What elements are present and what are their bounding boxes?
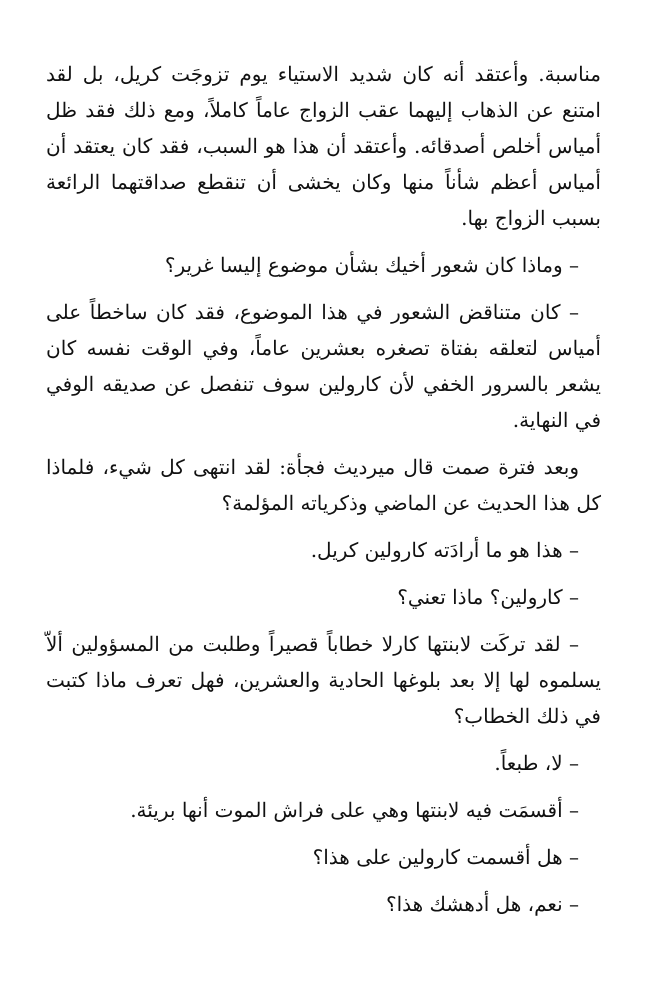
paragraph-10: – هل أقسمت كارولين على هذا؟ xyxy=(312,845,579,869)
paragraph-1: مناسبة. وأعتقد أنه كان شديد الاستياء يوم تزوجَت كريل، بل لقد امتنع عن الذهاب إليهما عقب الزواج عاماً كاملاً، ومع ذلك فقد ظل أمياس أخلص أصدقائه. وأعتقد أن هذا هو السبب، فقد كان يعتقد أن أمياس أعظم شأناً منها وكان يخشى أن تنقطع صداقتهما الرائعة بسبب الزواج بها. xyxy=(46,62,601,230)
paragraph-7: – لقد تركَت لابنتها كارلا خطاباً قصيراً وطلبت من المسؤولين ألاّ يسلموه لها إلا بعد بلوغها الحادية والعشرين، فهل تعرف ماذا كتبت في ذلك الخطاب؟ xyxy=(46,632,601,728)
paragraph-9: – أقسمَت فيه لابنتها وهي على فراش الموت أنها بريئة. xyxy=(130,798,579,822)
paragraph-8: – لا، طبعاً. xyxy=(494,751,579,775)
paragraph-3: – كان متناقض الشعور في هذا الموضوع، فقد كان ساخطاً على أمياس لتعلقه بفتاة تصغره بعشرين عاماً، وفي الوقت نفسه كان يشعر بالسرور الخفي لأن كارولين سوف تنفصل عن صديقه الوفي في النهاية. xyxy=(46,300,601,432)
paragraph-2: – وماذا كان شعور أخيك بشأن موضوع إليسا غرير؟ xyxy=(164,253,579,277)
paragraph-5: – هذا هو ما أرادَته كارولين كريل. xyxy=(310,538,579,562)
paragraph-6: – كارولين؟ ماذا تعني؟ xyxy=(397,585,579,609)
paragraph-4: وبعد فترة صمت قال ميرديث فجأة: لقد انتهى كل شيء، فلماذا كل هذا الحديث عن الماضي وذكرياته المؤلمة؟ xyxy=(46,455,601,515)
paragraph-11: – نعم، هل أدهشك هذا؟ xyxy=(385,892,579,916)
